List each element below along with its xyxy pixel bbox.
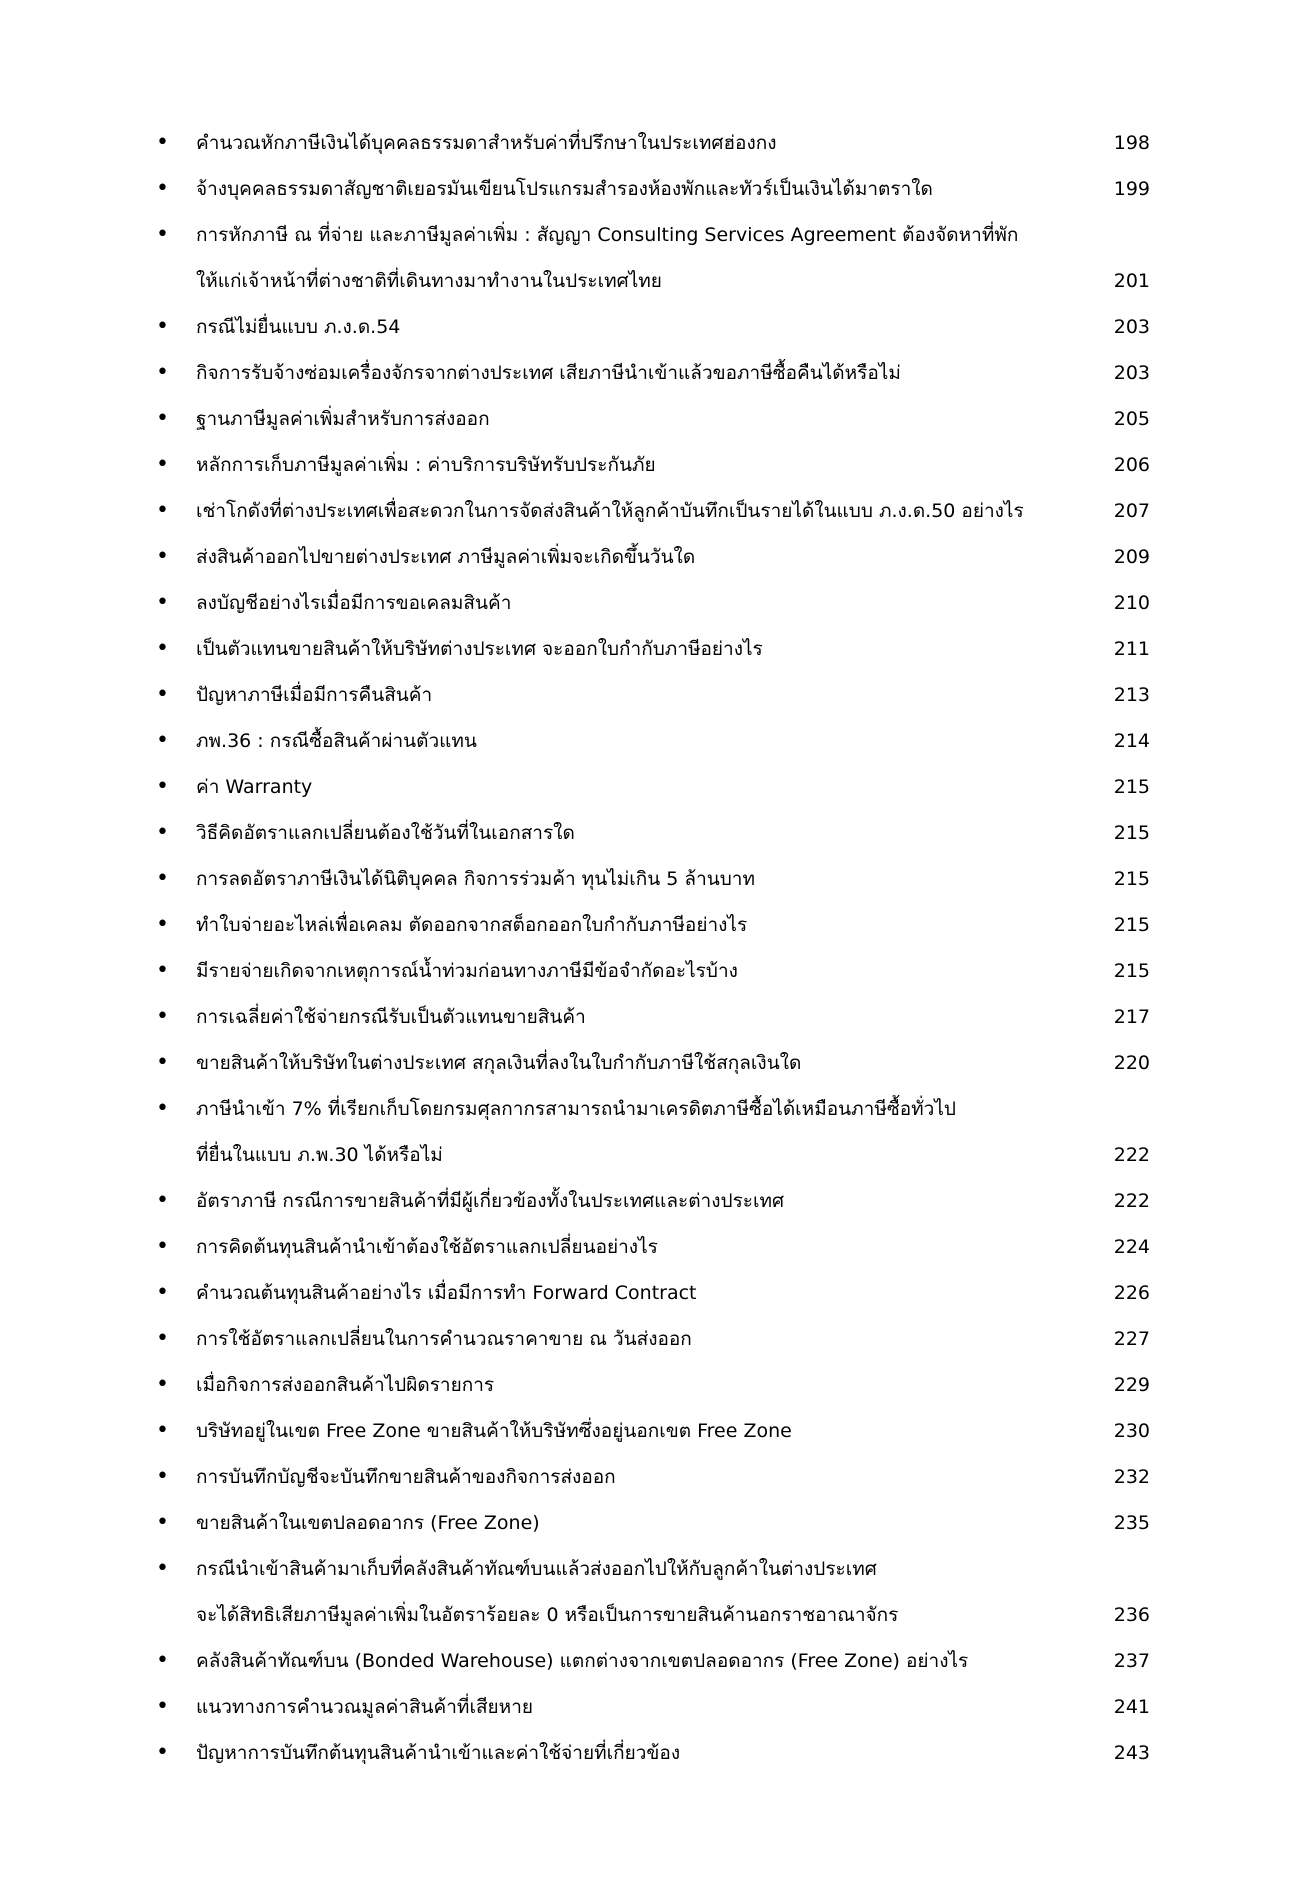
- toc-item: [150, 1362, 1150, 1408]
- toc-entry: [196, 304, 1150, 350]
- toc-item: [150, 1270, 1150, 1316]
- bullet-icon: •: [156, 728, 169, 753]
- toc-page-number: 215: [1113, 822, 1150, 844]
- toc-page-number: 217: [1113, 1006, 1150, 1028]
- bullet-icon: •: [156, 1096, 169, 1121]
- toc-entry-line: [196, 1730, 1150, 1776]
- toc-entry: [196, 396, 1150, 442]
- toc-page-number: 207: [1113, 500, 1150, 522]
- bullet-icon: •: [156, 130, 169, 155]
- toc-item: [150, 212, 1150, 304]
- toc-item: [150, 534, 1150, 580]
- toc-page-number: 226: [1113, 1282, 1150, 1304]
- toc-page-number: 199: [1113, 178, 1150, 200]
- toc-entry-title: เมื่อกิจการส่งออกสินค้าไปผิดรายการ: [196, 1374, 495, 1396]
- toc-page-number: 215: [1113, 776, 1150, 798]
- toc-item: [150, 764, 1150, 810]
- toc-entry: [196, 350, 1150, 396]
- toc-entry-title: จะได้สิทธิเสียภาษีมูลค่าเพิ่มในอัตราร้อยละ 0 หรือเป็นการขายสินค้านอกราชอาณาจักร: [196, 1604, 899, 1626]
- toc-item: [150, 626, 1150, 672]
- bullet-icon: •: [156, 314, 169, 339]
- toc-entry-title: การหักภาษี ณ ที่จ่าย และภาษีมูลค่าเพิ่ม : สัญญา Consulting Services Agreement ต้องจัดหาที่พัก: [196, 224, 1019, 246]
- toc-entry-line: [196, 1224, 1150, 1270]
- toc-entry-line: [196, 166, 1150, 212]
- bullet-icon: •: [156, 360, 169, 385]
- toc-entry: [196, 212, 1150, 304]
- toc-entry-title: ภาษีนำเข้า 7% ที่เรียกเก็บโดยกรมศุลกากรสามารถนำมาเครดิตภาษีซื้อได้เหมือนภาษีซื้อทั่วไป: [196, 1098, 956, 1120]
- toc-entry-title: จ้างบุคคลธรรมดาสัญชาติเยอรมันเขียนโปรแกรมสำรองห้องพักและทัวร์เป็นเงินได้มาตราใด: [196, 178, 933, 200]
- toc-entry-line: [196, 1638, 1150, 1684]
- toc-page-number: 210: [1113, 592, 1150, 614]
- toc-entry-title: เช่าโกดังที่ต่างประเทศเพื่อสะดวกในการจัดส่งสินค้าให้ลูกค้าบันทึกเป็นรายได้ในแบบ ภ.ง.ด.50 อย่างไร: [196, 500, 1024, 522]
- toc-entry-line: [196, 1684, 1150, 1730]
- toc-entry: [196, 1224, 1150, 1270]
- toc-entry: [196, 1270, 1150, 1316]
- toc-entry: [196, 948, 1150, 994]
- toc-item: [150, 718, 1150, 764]
- toc-entry: [196, 488, 1150, 534]
- toc-page-number: 215: [1113, 868, 1150, 890]
- toc-item: [150, 350, 1150, 396]
- toc-entry-line: [196, 120, 1150, 166]
- toc-entry-line: [196, 810, 1150, 856]
- toc-entry-line: [196, 488, 1150, 534]
- toc-page-number: 236: [1113, 1604, 1150, 1626]
- toc-entry-line: [196, 580, 1150, 626]
- toc-page-number: 220: [1113, 1052, 1150, 1074]
- toc-item: [150, 672, 1150, 718]
- toc-item: [150, 1546, 1150, 1638]
- toc-page-number: 209: [1113, 546, 1150, 568]
- toc-page-number: 237: [1113, 1650, 1150, 1672]
- toc-item: [150, 1086, 1150, 1178]
- toc-entry-title: ทำใบจ่ายอะไหล่เพื่อเคลม ตัดออกจากสต็อกออกใบกำกับภาษีอย่างไร: [196, 914, 748, 936]
- bullet-icon: •: [156, 1418, 169, 1443]
- toc-entry: [196, 856, 1150, 902]
- toc-entry-line: [196, 626, 1150, 672]
- toc-entry: [196, 1316, 1150, 1362]
- toc-entry-line: [196, 1362, 1150, 1408]
- toc-entry: [196, 764, 1150, 810]
- toc-page-number: 230: [1113, 1420, 1150, 1442]
- toc-item: [150, 1454, 1150, 1500]
- toc-page-number: 227: [1113, 1328, 1150, 1350]
- toc-entry-title: ค่า Warranty: [196, 776, 313, 798]
- toc-item: [150, 1730, 1150, 1776]
- toc-item: [150, 856, 1150, 902]
- toc-page-number: 222: [1113, 1190, 1150, 1212]
- toc-entry: [196, 442, 1150, 488]
- toc-entry: [196, 534, 1150, 580]
- bullet-icon: •: [156, 176, 169, 201]
- toc-entry-line: [196, 442, 1150, 488]
- toc-page-number: 203: [1113, 316, 1150, 338]
- bullet-icon: •: [156, 682, 169, 707]
- toc-item: [150, 1040, 1150, 1086]
- toc-entry: [196, 1500, 1150, 1546]
- toc-entry-title: กรณีนำเข้าสินค้ามาเก็บที่คลังสินค้าทัณฑ์บนแล้วส่งออกไปให้กับลูกค้าในต่างประเทศ: [196, 1558, 877, 1580]
- bullet-icon: •: [156, 498, 169, 523]
- toc-entry-line: [196, 948, 1150, 994]
- bullet-icon: •: [156, 912, 169, 937]
- toc-entry-line: [196, 902, 1150, 948]
- toc-entry: [196, 1086, 1150, 1178]
- toc-entry-line: [196, 350, 1150, 396]
- toc-entry: [196, 994, 1150, 1040]
- toc-entry-title: วิธีคิดอัตราแลกเปลี่ยนต้องใช้วันที่ในเอกสารใด: [196, 822, 575, 844]
- toc-entry-title: คำนวณหักภาษีเงินได้บุคคลธรรมดาสำหรับค่าที่ปรึกษาในประเทศฮ่องกง: [196, 132, 777, 154]
- bullet-icon: •: [156, 774, 169, 799]
- bullet-icon: •: [156, 222, 169, 247]
- toc-entry: [196, 1408, 1150, 1454]
- bullet-icon: •: [156, 1050, 169, 1075]
- toc-page-number: 241: [1113, 1696, 1150, 1718]
- toc-page-number: 213: [1113, 684, 1150, 706]
- toc-entry-title: เป็นตัวแทนขายสินค้าให้บริษัทต่างประเทศ จะออกใบกำกับภาษีอย่างไร: [196, 638, 763, 660]
- toc-entry-title: การเฉลี่ยค่าใช้จ่ายกรณีรับเป็นตัวแทนขายสินค้า: [196, 1006, 586, 1028]
- bullet-icon: •: [156, 544, 169, 569]
- toc-entry: [196, 1178, 1150, 1224]
- toc-entry-line: [196, 1546, 1150, 1592]
- toc-entry: [196, 1040, 1150, 1086]
- toc-entry-title: มีรายจ่ายเกิดจากเหตุการณ์น้ำท่วมก่อนทางภาษีมีข้อจำกัดอะไรบ้าง: [196, 960, 738, 982]
- toc-entry-line: [196, 1270, 1150, 1316]
- toc-page-number: 203: [1113, 362, 1150, 384]
- table-of-contents: [150, 120, 1150, 1776]
- toc-page-number: 215: [1113, 960, 1150, 982]
- toc-page-number: 229: [1113, 1374, 1150, 1396]
- toc-entry-title: ให้แก่เจ้าหน้าที่ต่างชาติที่เดินทางมาทำงานในประเทศไทย: [196, 270, 662, 292]
- toc-entry: [196, 1546, 1150, 1638]
- bullet-icon: •: [156, 866, 169, 891]
- toc-item: [150, 1638, 1150, 1684]
- bullet-icon: •: [156, 1004, 169, 1029]
- toc-entry-title: การคิดต้นทุนสินค้านำเข้าต้องใช้อัตราแลกเปลี่ยนอย่างไร: [196, 1236, 658, 1258]
- toc-entry-title: ขายสินค้าในเขตปลอดอากร (Free Zone): [196, 1512, 540, 1534]
- bullet-icon: •: [156, 1280, 169, 1305]
- toc-entry-line: [196, 1408, 1150, 1454]
- toc-item: [150, 1316, 1150, 1362]
- toc-entry: [196, 1730, 1150, 1776]
- toc-page-number: 211: [1113, 638, 1150, 660]
- toc-entry-line: [196, 1086, 1150, 1132]
- bullet-icon: •: [156, 1464, 169, 1489]
- toc-entry-title: คลังสินค้าทัณฑ์บน (Bonded Warehouse) แตกต่างจากเขตปลอดอากร (Free Zone) อย่างไร: [196, 1650, 969, 1672]
- toc-entry: [196, 1362, 1150, 1408]
- toc-entry: [196, 1684, 1150, 1730]
- toc-entry-title: ขายสินค้าให้บริษัทในต่างประเทศ สกุลเงินที่ลงในใบกำกับภาษีใช้สกุลเงินใด: [196, 1052, 802, 1074]
- toc-entry-line: [196, 304, 1150, 350]
- toc-page-number: 243: [1113, 1742, 1150, 1764]
- toc-item: [150, 1178, 1150, 1224]
- toc-entry-title: การใช้อัตราแลกเปลี่ยนในการคำนวณราคาขาย ณ วันส่งออก: [196, 1328, 692, 1350]
- toc-entry: [196, 626, 1150, 672]
- toc-page-number: 214: [1113, 730, 1150, 752]
- toc-entry-line: [196, 1040, 1150, 1086]
- bullet-icon: •: [156, 636, 169, 661]
- toc-entry-line: [196, 764, 1150, 810]
- toc-item: [150, 1684, 1150, 1730]
- toc-entry-title: คำนวณต้นทุนสินค้าอย่างไร เมื่อมีการทำ Forward Contract: [196, 1282, 697, 1304]
- toc-entry: [196, 672, 1150, 718]
- toc-entry-line: [196, 1132, 1150, 1178]
- toc-entry-title: การลดอัตราภาษีเงินได้นิติบุคคล กิจการร่วมค้า ทุนไม่เกิน 5 ล้านบาท: [196, 868, 755, 890]
- bullet-icon: •: [156, 958, 169, 983]
- toc-entry-title: แนวทางการคำนวณมูลค่าสินค้าที่เสียหาย: [196, 1696, 533, 1718]
- toc-page-number: 235: [1113, 1512, 1150, 1534]
- toc-entry-title: อัตราภาษี กรณีการขายสินค้าที่มีผู้เกี่ยวข้องทั้งในประเทศและต่างประเทศ: [196, 1190, 785, 1212]
- bullet-icon: •: [156, 820, 169, 845]
- toc-item: [150, 1500, 1150, 1546]
- toc-entry-title: กรณีไม่ยื่นแบบ ภ.ง.ด.54: [196, 316, 401, 338]
- toc-entry: [196, 810, 1150, 856]
- toc-page-number: 205: [1113, 408, 1150, 430]
- bullet-icon: •: [156, 1556, 169, 1581]
- toc-page-number: 206: [1113, 454, 1150, 476]
- toc-entry-title: ฐานภาษีมูลค่าเพิ่มสำหรับการส่งออก: [196, 408, 490, 430]
- toc-entry-title: กิจการรับจ้างซ่อมเครื่องจักรจากต่างประเทศ เสียภาษีนำเข้าแล้วขอภาษีซื้อคืนได้หรือไม่: [196, 362, 901, 384]
- toc-entry-title: ปัญหาการบันทึกต้นทุนสินค้านำเข้าและค่าใช้จ่ายที่เกี่ยวข้อง: [196, 1742, 681, 1764]
- toc-page-number: 215: [1113, 914, 1150, 936]
- toc-entry-title: บริษัทอยู่ในเขต Free Zone ขายสินค้าให้บริษัทซึ่งอยู่นอกเขต Free Zone: [196, 1420, 792, 1442]
- bullet-icon: •: [156, 452, 169, 477]
- toc-entry: [196, 902, 1150, 948]
- toc-item: [150, 488, 1150, 534]
- bullet-icon: •: [156, 590, 169, 615]
- toc-entry-title: ลงบัญชีอย่างไรเมื่อมีการขอเคลมสินค้า: [196, 592, 512, 614]
- toc-entry-line: [196, 1592, 1150, 1638]
- toc-item: [150, 948, 1150, 994]
- toc-entry-line: [196, 672, 1150, 718]
- toc-item: [150, 1408, 1150, 1454]
- toc-item: [150, 810, 1150, 856]
- bullet-icon: •: [156, 1648, 169, 1673]
- toc-entry: [196, 1638, 1150, 1684]
- toc-entry-title: ปัญหาภาษีเมื่อมีการคืนสินค้า: [196, 684, 433, 706]
- toc-item: [150, 120, 1150, 166]
- toc-item: [150, 1224, 1150, 1270]
- toc-entry-line: [196, 1454, 1150, 1500]
- bullet-icon: •: [156, 406, 169, 431]
- bullet-icon: •: [156, 1694, 169, 1719]
- toc-item: [150, 166, 1150, 212]
- bullet-icon: •: [156, 1326, 169, 1351]
- toc-page-number: 224: [1113, 1236, 1150, 1258]
- toc-item: [150, 902, 1150, 948]
- bullet-icon: •: [156, 1740, 169, 1765]
- toc-item: [150, 304, 1150, 350]
- toc-page-number: 222: [1113, 1144, 1150, 1166]
- toc-page-number: 201: [1113, 270, 1150, 292]
- toc-page-number: 198: [1113, 132, 1150, 154]
- toc-entry-title: ส่งสินค้าออกไปขายต่างประเทศ ภาษีมูลค่าเพิ่มจะเกิดขึ้นวันใด: [196, 546, 696, 568]
- toc-entry: [196, 580, 1150, 626]
- toc-entry: [196, 718, 1150, 764]
- toc-entry-line: [196, 856, 1150, 902]
- toc-item: [150, 442, 1150, 488]
- toc-entry-line: [196, 396, 1150, 442]
- toc-item: [150, 580, 1150, 626]
- bullet-icon: •: [156, 1188, 169, 1213]
- toc-entry: [196, 166, 1150, 212]
- bullet-icon: •: [156, 1510, 169, 1535]
- toc-entry-line: [196, 718, 1150, 764]
- toc-entry-line: [196, 1316, 1150, 1362]
- toc-entry-line: [196, 212, 1150, 258]
- toc-entry-line: [196, 258, 1150, 304]
- toc-item: [150, 396, 1150, 442]
- toc-entry-title: หลักการเก็บภาษีมูลค่าเพิ่ม : ค่าบริการบริษัทรับประกันภัย: [196, 454, 656, 476]
- toc-item: [150, 994, 1150, 1040]
- toc-entry-title: ที่ยื่นในแบบ ภ.พ.30 ได้หรือไม่: [196, 1144, 443, 1166]
- toc-entry-line: [196, 534, 1150, 580]
- bullet-icon: •: [156, 1372, 169, 1397]
- toc-entry: [196, 1454, 1150, 1500]
- toc-entry-line: [196, 994, 1150, 1040]
- toc-entry-line: [196, 1500, 1150, 1546]
- toc-page-number: 232: [1113, 1466, 1150, 1488]
- toc-entry-title: การบันทึกบัญชีจะบันทึกขายสินค้าของกิจการส่งออก: [196, 1466, 616, 1488]
- toc-entry-title: ภพ.36 : กรณีซื้อสินค้าผ่านตัวแทน: [196, 730, 477, 752]
- toc-entry-line: [196, 1178, 1150, 1224]
- bullet-icon: •: [156, 1234, 169, 1259]
- toc-entry: [196, 120, 1150, 166]
